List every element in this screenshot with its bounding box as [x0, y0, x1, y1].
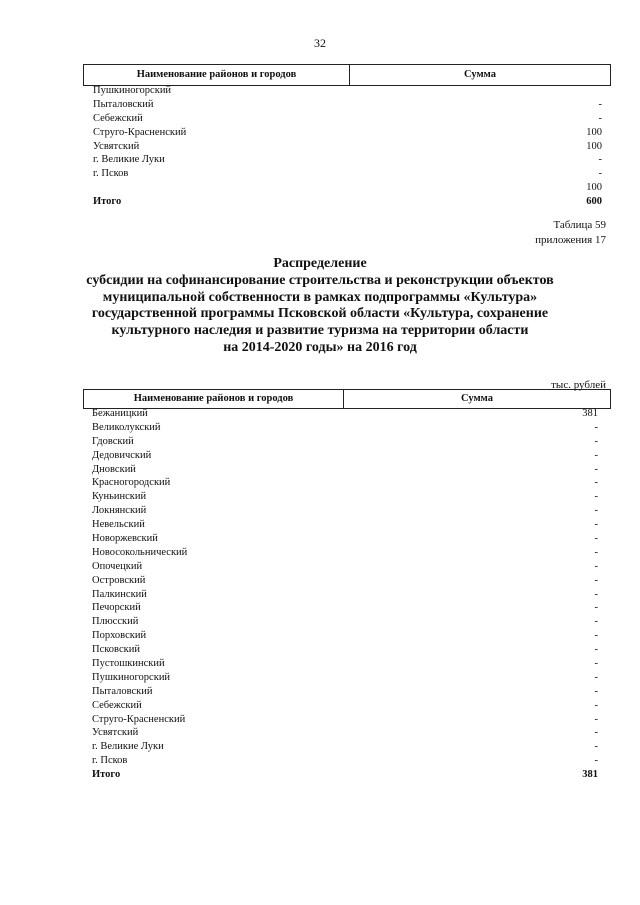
row-value: - — [594, 546, 598, 558]
row-name: Пушкиногорский — [92, 671, 171, 683]
table-row — [92, 754, 598, 768]
row-value: - — [594, 463, 598, 475]
table-row — [93, 112, 602, 126]
row-name: Плюсский — [92, 616, 139, 628]
row-name: Островский — [92, 574, 146, 586]
table-total-row — [92, 768, 598, 782]
row-name: Порховский — [92, 630, 147, 642]
table-row — [92, 504, 598, 518]
table-row — [92, 449, 598, 463]
row-value: - — [594, 644, 598, 656]
row-name: Локнянский — [92, 505, 147, 517]
row-name: Куньинский — [92, 491, 147, 503]
table-row — [92, 518, 598, 532]
row-value: - — [594, 574, 598, 586]
title-line: на 2014-2020 годы» на 2016 год — [223, 339, 417, 355]
row-name: Себежский — [92, 699, 142, 711]
row-name: Пыталовский — [92, 685, 153, 697]
table-row — [92, 601, 598, 615]
appendix-number: приложения 17 — [535, 234, 606, 246]
row-value: - — [594, 560, 598, 572]
row-value: - — [594, 755, 598, 767]
title-line: муниципальной собственности в рамках подпрограммы «Культура» — [102, 289, 538, 305]
row-name: Дновский — [92, 463, 136, 475]
row-value: 100 — [586, 182, 602, 194]
table-row — [92, 671, 598, 685]
table-total-row — [93, 195, 602, 209]
table1-body — [93, 84, 602, 209]
table-row — [93, 140, 602, 154]
table-reference — [535, 218, 606, 248]
row-name: г. Псков — [92, 755, 128, 767]
row-name: Бежаницкий — [92, 408, 148, 419]
table-row — [92, 615, 598, 629]
document-title — [60, 256, 580, 357]
table-row — [92, 421, 598, 435]
table-row — [93, 167, 602, 181]
row-name: Опочецкий — [92, 560, 143, 572]
total-label: Итого — [93, 196, 122, 208]
title-line: культурного наследия и развитие туризма на территории области — [111, 323, 529, 339]
row-value: - — [594, 671, 598, 683]
row-name: Печорский — [92, 602, 141, 614]
table-row — [92, 726, 598, 740]
row-name: Великолукский — [92, 421, 161, 433]
row-name: Струго-Красненский — [93, 126, 187, 138]
table-row — [92, 685, 598, 699]
table2-col-name: Наименование районов и городов — [84, 390, 344, 408]
table-row — [92, 490, 598, 504]
row-name: Красногородский — [92, 477, 171, 489]
unit-label: тыс. рублей — [551, 379, 606, 391]
table-row — [93, 181, 602, 195]
table2-header — [83, 389, 611, 409]
table-row — [92, 588, 598, 602]
row-name: г. Великие Луки — [93, 154, 165, 166]
row-name: Дедовичский — [92, 449, 152, 461]
row-value: - — [594, 630, 598, 642]
table-row — [92, 657, 598, 671]
row-value: - — [594, 727, 598, 739]
table-row — [93, 84, 602, 98]
row-value: - — [598, 168, 602, 180]
row-name: Пыталовский — [93, 98, 154, 110]
row-name: Псковский — [92, 644, 140, 656]
table2-body — [92, 407, 598, 782]
row-name: г. Великие Луки — [92, 741, 164, 753]
row-value: - — [594, 602, 598, 614]
table-number: Таблица 59 — [553, 219, 606, 231]
table-row — [92, 476, 598, 490]
row-name: Пустошкинский — [92, 658, 165, 670]
table-row — [92, 463, 598, 477]
total-value: 381 — [582, 769, 598, 781]
row-name: Себежский — [93, 112, 143, 124]
total-label: Итого — [92, 769, 121, 781]
row-name: Новоржевский — [92, 533, 158, 545]
row-name: Палкинский — [92, 588, 147, 600]
table-row — [92, 560, 598, 574]
row-name: Гдовский — [92, 435, 134, 447]
table-row — [92, 532, 598, 546]
row-value: - — [594, 449, 598, 461]
row-name: Усвятский — [92, 727, 139, 739]
row-value: - — [598, 98, 602, 110]
title-line: субсидии на софинансирование строительства и реконструкции объектов — [86, 272, 554, 288]
row-value: - — [594, 505, 598, 517]
row-value: - — [594, 699, 598, 711]
table1-col-name: Наименование районов и городов — [84, 65, 350, 85]
table1-col-sum: Сумма — [464, 69, 496, 80]
title-line: государственной программы Псковской области «Культура, сохранение — [91, 306, 549, 322]
row-value: - — [598, 154, 602, 166]
row-value: - — [594, 519, 598, 531]
table1-header — [83, 64, 611, 86]
row-value: - — [594, 533, 598, 545]
table-row — [92, 546, 598, 560]
row-name: Усвятский — [93, 140, 140, 152]
table-row — [92, 574, 598, 588]
table-row — [92, 699, 598, 713]
page-number: 32 — [314, 36, 326, 50]
row-name: Пушкиногорский — [93, 85, 172, 96]
table2-col-sum: Сумма — [461, 393, 493, 404]
table-row — [92, 643, 598, 657]
title-line: Распределение — [273, 256, 367, 271]
row-value: - — [594, 713, 598, 725]
row-value: - — [594, 491, 598, 503]
row-value: - — [594, 435, 598, 447]
table-row — [92, 407, 598, 421]
row-name: г. Псков — [93, 168, 129, 180]
row-value: 100 — [586, 126, 602, 138]
row-value: - — [598, 112, 602, 124]
row-value: 381 — [582, 408, 598, 419]
row-value: - — [594, 421, 598, 433]
row-name: Новосокольнический — [92, 546, 188, 558]
row-name: Струго-Красненский — [92, 713, 186, 725]
row-value: - — [594, 588, 598, 600]
table-row — [93, 153, 602, 167]
table-row — [92, 629, 598, 643]
table-row — [92, 740, 598, 754]
row-value: 100 — [586, 140, 602, 152]
row-value: - — [594, 477, 598, 489]
row-value: - — [594, 741, 598, 753]
total-value: 600 — [586, 196, 602, 208]
table-row — [92, 713, 598, 727]
table-row — [93, 126, 602, 140]
table-row — [92, 435, 598, 449]
row-name: Невельский — [92, 519, 145, 531]
row-value: - — [594, 616, 598, 628]
row-value: - — [594, 658, 598, 670]
row-value: - — [594, 685, 598, 697]
table-row — [93, 98, 602, 112]
